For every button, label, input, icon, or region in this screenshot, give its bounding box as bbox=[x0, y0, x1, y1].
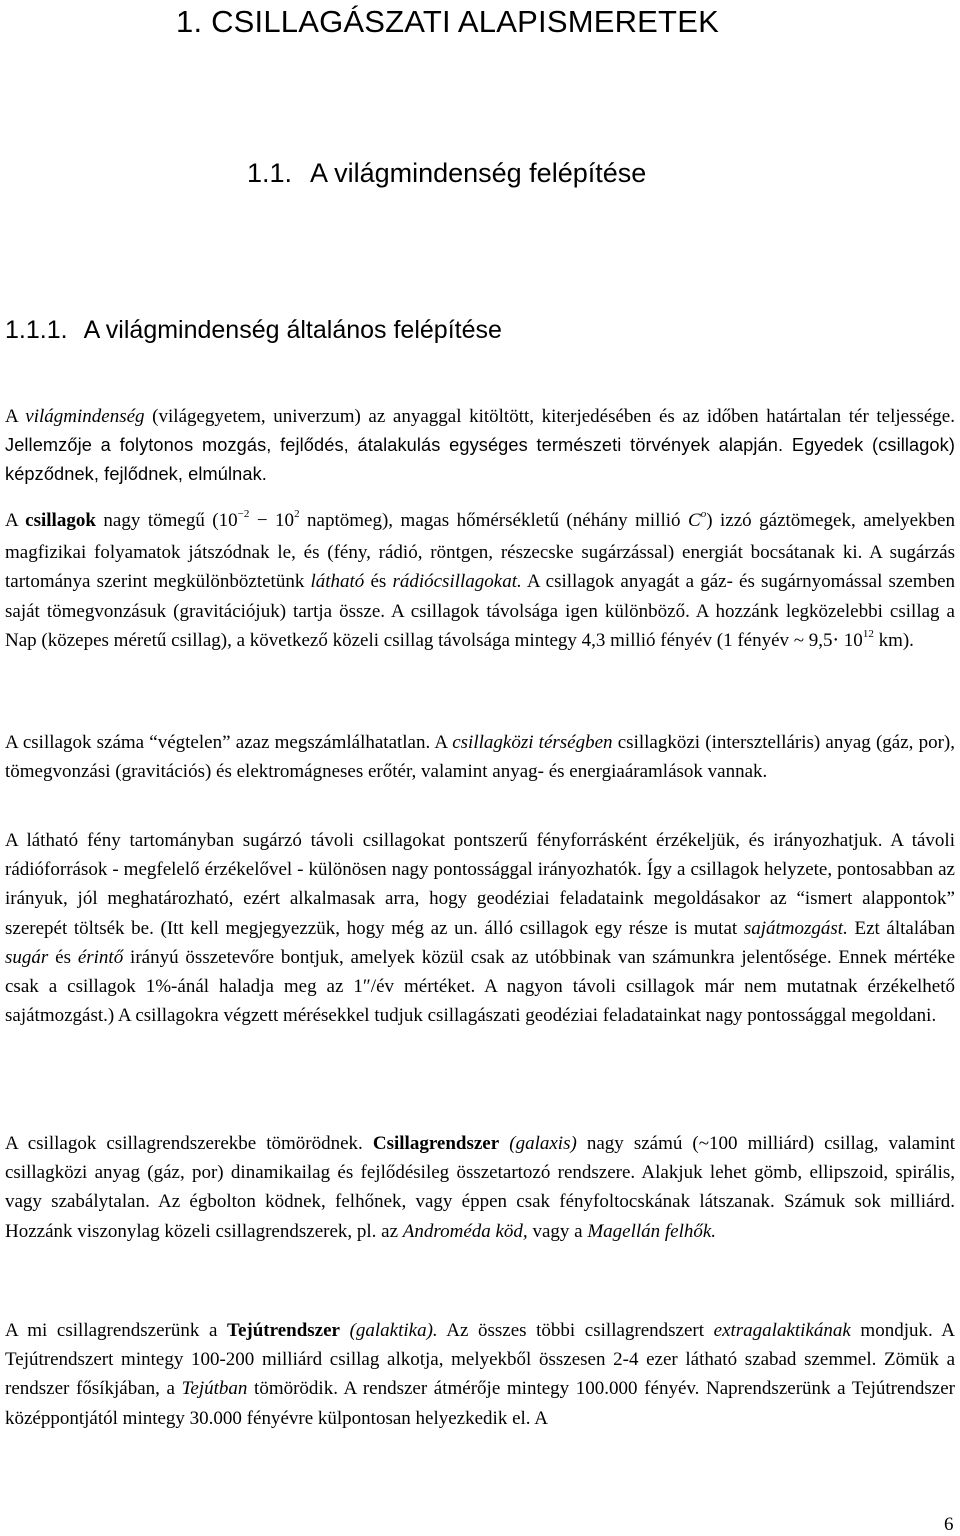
paragraph-visible-light: A látható fény tartományban sugárzó távoli csillagokat pontszerű fényforrásként érzékeljük, és irányozhatjuk. A távoli rádióforrások - megfelelő érzékelővel - különösen nagy pontossággal irányozhatók. Így a csillagok helyzete, pontosabban az irányuk, jól meghatározható, ezért alkalmasak arra, hogy geodéziai feladataink megoldásakor az “ismert alappontok” szerepét töltsék be. (Itt kell megjegyezzük, hogy még az un. álló csillagok egy része is mutat sajátmozgást. Ezt általában sugár és érintő irányú összetevőre bontjuk, amelyek közül csak az utóbbinak van számunkra jelentősége. Ennek mértéke csak a csillagok 1%-ánál haladja meg az 1″/év mértéket. A nagyon távoli csillagok már nem mutatnak érzékelhető sajátmozgást.) A csillagokra végzett mérésekkel tudjuk csillagászati geodéziai feladatainkat nagy pontossággal megoldani. bbox=[5, 830, 955, 1027]
formula-lightyear: ⋅ $10^{12}$ bbox=[832, 627, 874, 651]
subsection-title: A világmindenség általános felépítése bbox=[83, 316, 502, 344]
paragraph-interstellar: A csillagok száma “végtelen” azaz megszámlálhatatlan. A csillagközi térségben csillagközi (intersztelláris) anyag (gáz, por), tömegvonzási (gravitációs) és elektromágneses erőtér, valamint anyag- és energiaáramlások vannak. bbox=[5, 732, 956, 783]
term-csillagok: csillagok bbox=[25, 510, 96, 531]
section-heading bbox=[247, 158, 646, 189]
unit-celsius: $C^o$ bbox=[688, 508, 707, 531]
paragraph-universe: A világmindenség (világegyetem, univerzum) az anyaggal kitöltött, kiterjedésében és az időben határtalan tér teljessége. Jellemzője a folytonos mozgás, fejlődés, átalakulás egységes természeti törvények alapján. Egyedek (csillagok) képződnek, fejlődnek, elmúlnak. bbox=[5, 406, 955, 485]
page-number: 6 bbox=[944, 1514, 954, 1535]
term-csillagrendszer: Csillagrendszer bbox=[372, 1133, 500, 1154]
subsection-heading bbox=[5, 316, 502, 345]
term-tejutrendszer: Tejútrendszer bbox=[227, 1320, 340, 1341]
formula-mass-range: $10^{-2} - 10^2$ bbox=[218, 508, 300, 531]
paragraph-milky-way: A mi csillagrendszerünk a Tejútrendszer (galaktika). Az összes többi csillagrendszert extragalaktikának mondjuk. A Tejútrendszert mintegy 100-200 milliárd csillag alkotja, melyekből összesen 2-4 ezer látható szabad szemmel. Zömük a rendszer fősíkjában, a Tejútban tömörödik. A rendszer átmérője mintegy 100.000 fényév. Naprendszerünk a Tejútrendszer középpontjától mintegy 30.000 fényévre külpontosan helyezkedik el. A bbox=[5, 1320, 956, 1429]
section-number: 1.1. bbox=[247, 158, 293, 188]
section-title: A világmindenség felépítése bbox=[310, 158, 647, 188]
paragraph-stars: A csillagok nagy tömegű ($10^{-2} - 10^2$ naptömeg), magas hőmérsékletű (néhány millió $C^o$) izzó gáztömegek, amelyekben magfizikai folyamatok játszódnak le, és (fény, rádió, röntgen, részecske sugárzással) energiát bocsátanak ki. A sugárzás tartománya szerint megkülönböztetünk látható és rádiócsillagokat. A csillagok anyagát a gáz- és sugárnyomással szemben saját tömegvonzásuk (gravitációjuk) tartja össze. A csillagok távolsága igen különböző. A hozzánk legközelebbi csillag a Nap (közepes méretű csillag), a következő közeli csillag távolsága mintegy 4,3 millió fényév (1 fényév ~ $9,5\cdot 10^{12}$ km). bbox=[5, 508, 956, 651]
subsection-number: 1.1.1. bbox=[5, 316, 68, 344]
paragraph-galaxies: A csillagok csillagrendszerekbe tömörödnek. Csillagrendszer (galaxis) nagy számú (~100 milliárd) csillag, valamint csillagközi anyag (gáz, por) dinamikailag és fejlődésileg összetartozó rendszere. Alakjuk lehet gömb, ellipszoid, spirális, vagy szabálytalan. Az égbolton ködnek, felhőnek, vagy éppen csak fényfoltocskának látszanak. Számuk sok milliárd. Hozzánk viszonylag közeli csillagrendszerek, pl. az Androméda köd, vagy a Magellán felhők. bbox=[5, 1133, 956, 1242]
chapter-heading: 1. CSILLAGÁSZATI ALAPISMERETEK bbox=[176, 4, 719, 39]
